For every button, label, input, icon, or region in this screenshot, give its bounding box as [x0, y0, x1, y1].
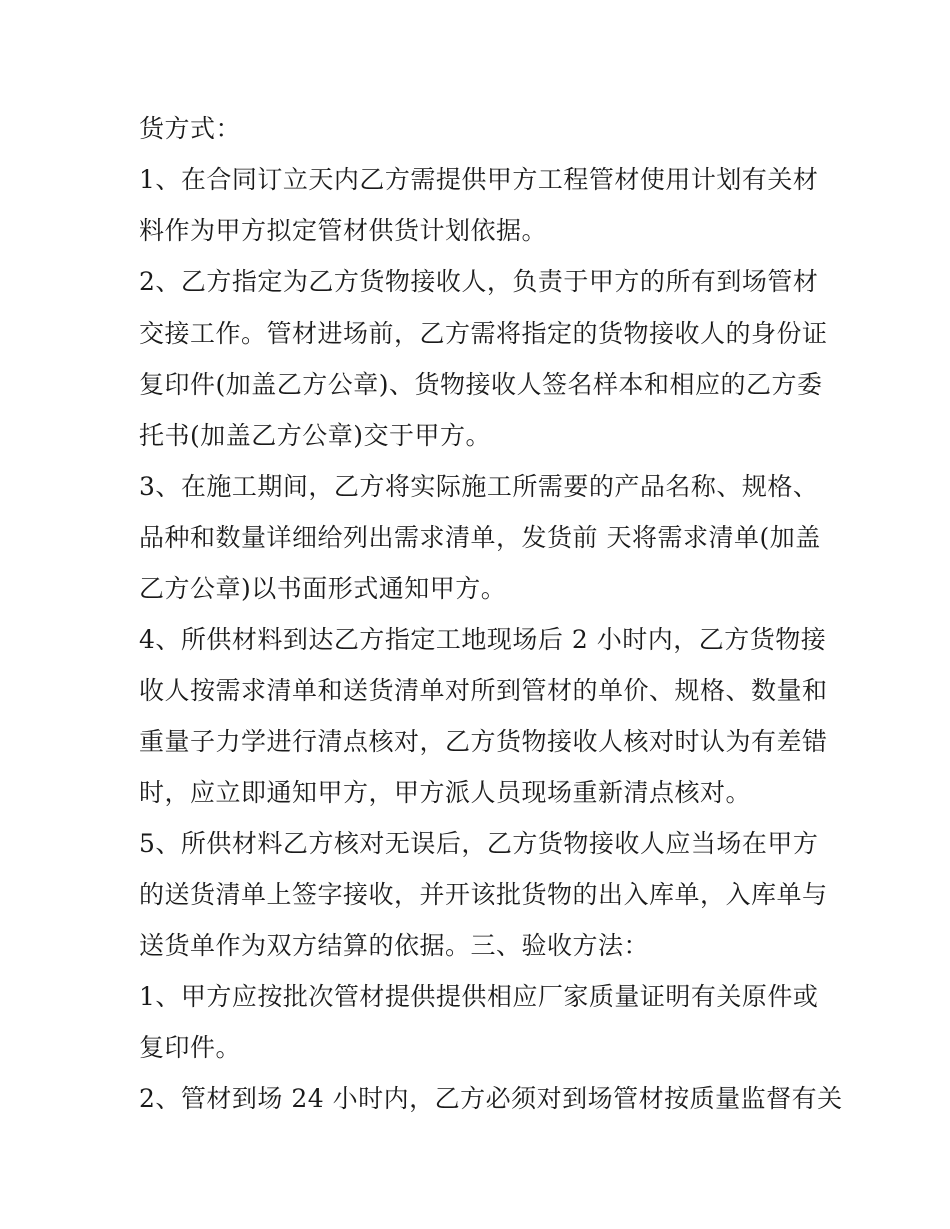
text-line: 重量子力学进行清点核对，乙方货物接收人核对时认为有差错 [139, 727, 828, 756]
text-line: 4、所供材料到达乙方指定工地现场后 2 小时内，乙方货物接 [139, 625, 827, 654]
text-line: 料作为甲方拟定管材供货计划依据。 [139, 216, 548, 245]
text-line: 货方式： [139, 114, 242, 143]
text-line: 收人按需求清单和送货清单对所到管材的单价、规格、数量和 [139, 676, 828, 705]
text-line: 复印件(加盖乙方公章)、货物接收人签名样本和相应的乙方委 [139, 370, 823, 399]
text-line: 1、在合同订立天内乙方需提供甲方工程管材使用计划有关材 [139, 165, 819, 194]
text-line: 交接工作。管材进场前，乙方需将指定的货物接收人的身份证 [139, 319, 828, 348]
text-line: 5、所供材料乙方核对无误后，乙方货物接收人应当场在甲方 [139, 829, 819, 858]
text-line: 2、管材到场 24 小时内，乙方必须对到场管材按质量监督有关 [139, 1084, 843, 1113]
text-line: 1、甲方应按批次管材提供提供相应厂家质量证明有关原件或 [139, 982, 819, 1011]
text-line: 品种和数量详细给列出需求清单，发货前 天将需求清单(加盖 [139, 523, 821, 552]
text-line: 的送货清单上签字接收，并开该批货物的出入库单，入库单与 [139, 880, 828, 909]
text-line: 3、在施工期间，乙方将实际施工所需要的产品名称、规格、 [139, 472, 819, 501]
text-line: 时，应立即通知甲方，甲方派人员现场重新清点核对。 [139, 778, 752, 807]
text-line: 托书(加盖乙方公章)交于甲方。 [139, 421, 492, 450]
text-line: 复印件。 [139, 1033, 242, 1062]
text-line: 送货单作为双方结算的依据。三、验收方法： [139, 931, 650, 960]
text-line: 2、乙方指定为乙方货物接收人，负责于甲方的所有到场管材 [139, 267, 819, 296]
text-line: 乙方公章)以书面形式通知甲方。 [139, 574, 507, 603]
